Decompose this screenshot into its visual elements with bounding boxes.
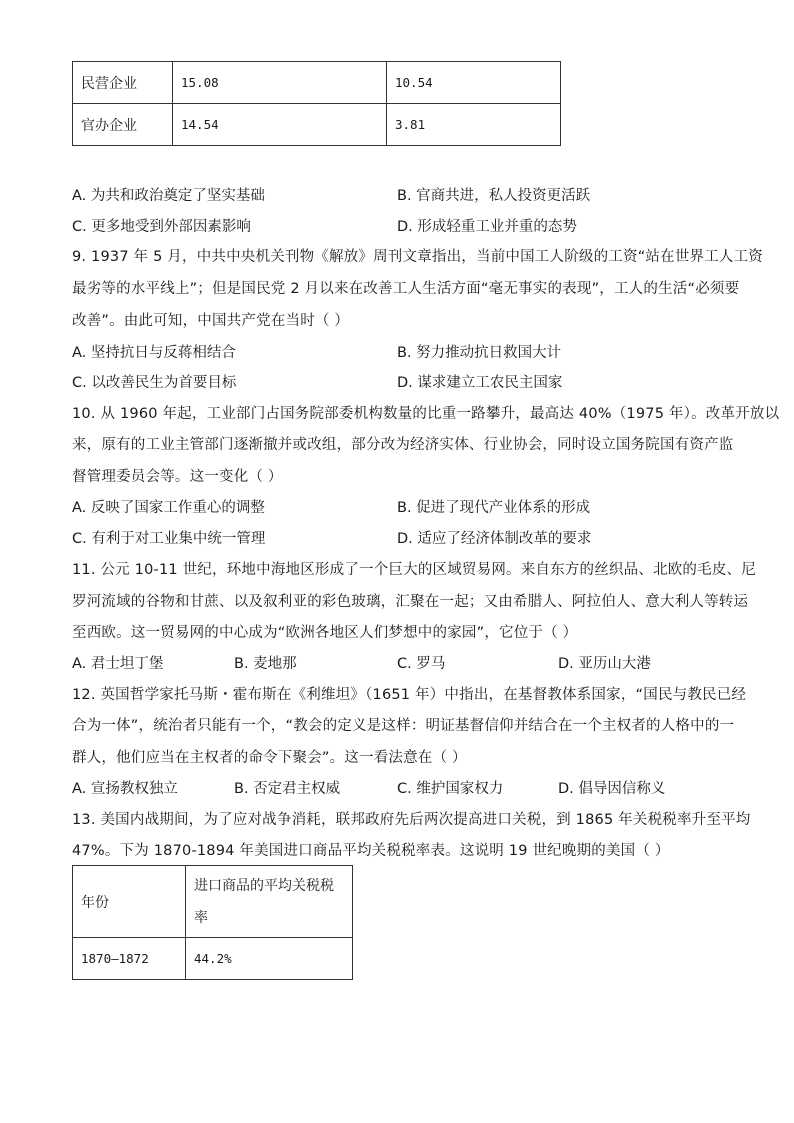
table-cell: 15.08 <box>173 62 387 104</box>
q11-option-b: B. 麦地那 <box>234 656 297 672</box>
table-row <box>73 938 353 980</box>
q13-stem-line: 13. 美国内战期间，为了应对战争消耗，联邦政府先后两次提高进口关税，到 1865 年关税税率升至平均 <box>72 812 751 828</box>
table-row <box>73 104 561 146</box>
q8-option-c: C. 更多地受到外部因素影响 <box>72 219 251 235</box>
q11-stem-line: 至西欧。这一贸易网的中心成为“欧洲各地区人们梦想中的家园”，它位于（ ） <box>72 625 578 641</box>
table-cell: 14.54 <box>173 104 387 146</box>
q8-option-b: B. 官商共进，私人投资更活跃 <box>397 188 591 204</box>
enterprise-table <box>72 61 561 146</box>
table-cell: 3.81 <box>387 104 561 146</box>
q9-stem-line: 9. 1937 年 5 月，中共中央机关刊物《解放》周刊文章指出，当前中国工人阶级的工资“站在世界工人工资 <box>72 249 764 265</box>
table-header-row <box>73 866 353 938</box>
table-header-cell: 进口商品的平均关税税率 <box>186 866 353 938</box>
q8-option-d: D. 形成轻重工业并重的态势 <box>397 219 577 235</box>
q12-stem-line: 群人，他们应当在主权者的命令下聚会”。这一看法意在（ ） <box>72 750 467 766</box>
table-cell: 44.2% <box>186 938 353 980</box>
q11-option-a: A. 君士坦丁堡 <box>72 656 164 672</box>
q13-stem-line: 47%。下为 1870-1894 年美国进口商品平均关税税率表。这说明 19 世纪晚期的美国（ ） <box>72 843 670 859</box>
q9-option-a: A. 坚持抗日与反蒋相结合 <box>72 345 236 361</box>
q10-stem-line: 来，原有的工业主管部门逐渐撤并或改组，部分改为经济实体、行业协会，同时设立国务院国有资产监 <box>72 437 734 453</box>
tariff-table <box>72 865 353 980</box>
table-cell: 民营企业 <box>73 62 173 104</box>
q11-stem-line: 罗河流域的谷物和甘蔗、以及叙利亚的彩色玻璃，汇聚在一起；又由希腊人、阿拉伯人、意大利人等转运 <box>72 594 749 610</box>
q12-option-c: C. 维护国家权力 <box>397 781 504 797</box>
table-cell: 1870—1872 <box>73 938 186 980</box>
q9-option-b: B. 努力推动抗日救国大计 <box>397 345 562 361</box>
q11-stem-line: 11. 公元 10-11 世纪，环地中海地区形成了一个巨大的区域贸易网。来自东方的丝织品、北欧的毛皮、尼 <box>72 562 756 578</box>
q12-option-d: D. 倡导因信称义 <box>558 781 666 797</box>
table-row <box>73 62 561 104</box>
table-cell: 10.54 <box>387 62 561 104</box>
q11-option-d: D. 亚历山大港 <box>558 656 651 672</box>
q9-stem-line: 改善”。由此可知，中国共产党在当时（ ） <box>72 313 350 329</box>
q10-option-b: B. 促进了现代产业体系的形成 <box>397 500 591 516</box>
q12-option-b: B. 否定君主权威 <box>234 781 341 797</box>
q9-option-d: D. 谋求建立工农民主国家 <box>397 375 563 391</box>
q10-option-a: A. 反映了国家工作重心的调整 <box>72 500 265 516</box>
table-header-cell: 年份 <box>73 866 186 938</box>
q10-option-c: C. 有利于对工业集中统一管理 <box>72 531 266 547</box>
q10-stem-line: 10. 从 1960 年起，工业部门占国务院部委机构数量的比重一路攀升，最高达 40%（1975 年）。改革开放以 <box>72 406 780 422</box>
q12-stem-line: 12. 英国哲学家托马斯・霍布斯在《利维坦》（1651 年）中指出，在基督教体系国家，“国民与教民已经 <box>72 687 747 703</box>
q11-option-c: C. 罗马 <box>397 656 446 672</box>
table-cell: 官办企业 <box>73 104 173 146</box>
q10-option-d: D. 适应了经济体制改革的要求 <box>397 531 592 547</box>
q9-option-c: C. 以改善民生为首要目标 <box>72 375 237 391</box>
q8-option-a: A. 为共和政治奠定了坚实基础 <box>72 188 265 204</box>
q12-stem-line: 合为一体”，统治者只能有一个，“教会的定义是这样：明证基督信仰并结合在一个主权者的人格中的一 <box>72 718 735 734</box>
q12-option-a: A. 宣扬教权独立 <box>72 781 178 797</box>
q10-stem-line: 督管理委员会等。这一变化（ ） <box>72 469 283 485</box>
q9-stem-line: 最劣等的水平线上”；但是国民党 2 月以来在改善工人生活方面“毫无事实的表现”，工人的生活“必须要 <box>72 281 740 297</box>
